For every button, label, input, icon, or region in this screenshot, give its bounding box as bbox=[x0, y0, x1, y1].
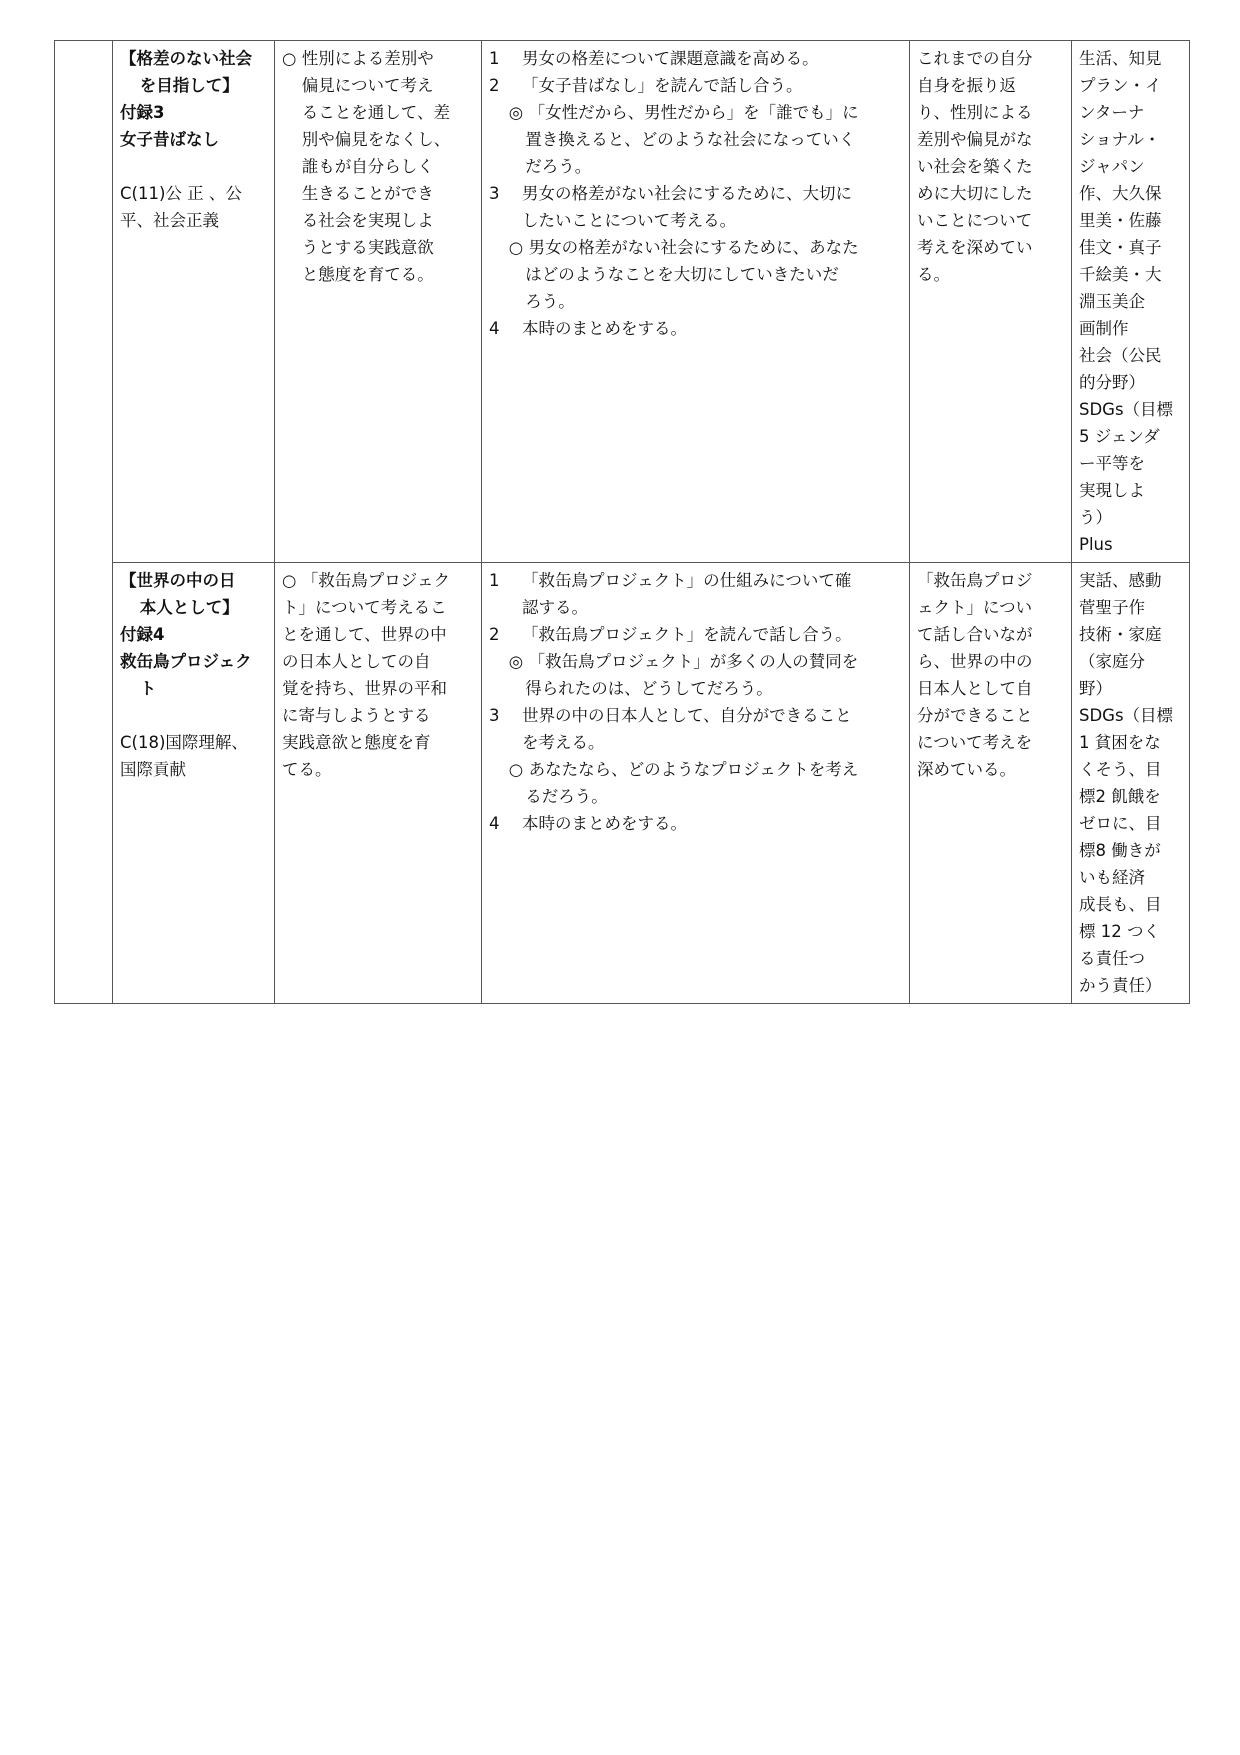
notes-text: 1 貧困をな bbox=[1079, 733, 1161, 752]
question-text: 置き換えると、どのような社会になっていく bbox=[525, 130, 856, 149]
question-text: 「救缶鳥プロジェクト」が多くの人の賛同を bbox=[528, 652, 859, 671]
notes-text: 標2 飢餓を bbox=[1079, 787, 1161, 806]
aim-text: ることを通して、差 bbox=[301, 103, 450, 122]
step-text: 「救缶鳥プロジェクト」を読んで話し合う。 bbox=[522, 625, 852, 644]
lesson-title: 本人として】 bbox=[139, 598, 239, 617]
evaluation-cell bbox=[910, 41, 1072, 563]
notes-text: 野） bbox=[1079, 679, 1112, 698]
notes-text: 実話、感動 bbox=[1079, 571, 1162, 590]
notes-text: かう責任） bbox=[1079, 976, 1162, 995]
notes-text: 佳文・真子 bbox=[1079, 238, 1162, 257]
story-title: ト bbox=[139, 679, 157, 698]
evaluation-text: て話し合いなが bbox=[917, 625, 1033, 644]
step-number: 2 bbox=[489, 76, 500, 95]
evaluation-text: 「救缶鳥プロジ bbox=[917, 571, 1033, 590]
blank-cell bbox=[55, 41, 113, 1004]
aim-text: 「救缶鳥プロジェク bbox=[301, 571, 450, 590]
notes-text: 実現しよ bbox=[1079, 481, 1145, 500]
notes-cell bbox=[1072, 41, 1190, 563]
notes-text: いも経済 bbox=[1079, 868, 1145, 887]
aim-text: と態度を育てる。 bbox=[301, 265, 434, 284]
question-text: るだろう。 bbox=[525, 787, 608, 806]
lesson-plan-table bbox=[54, 40, 1190, 1004]
question-text: 得られたのは、どうしてだろう。 bbox=[525, 679, 773, 698]
notes-text: 菅聖子作 bbox=[1079, 598, 1145, 617]
notes-text: ンターナ bbox=[1079, 103, 1145, 122]
aim-text: とを通して、世界の中 bbox=[282, 625, 447, 644]
notes-text: う） bbox=[1079, 508, 1112, 527]
step-number: 4 bbox=[489, 319, 500, 338]
aim-cell bbox=[275, 563, 482, 1004]
notes-text: 5 ジェンダ bbox=[1079, 427, 1160, 446]
aim-text: 性別による差別や bbox=[301, 49, 434, 68]
step-number: 2 bbox=[489, 625, 500, 644]
evaluation-text: 深めている。 bbox=[917, 760, 1016, 779]
step-text: 「女子昔ばなし」を読んで話し合う。 bbox=[522, 76, 803, 95]
aim-text: る社会を実現しよ bbox=[301, 211, 434, 230]
question-text: だろう。 bbox=[525, 157, 592, 176]
step-text: 「救缶鳥プロジェクト」の仕組みについて確 bbox=[522, 571, 852, 590]
step-number: 4 bbox=[489, 814, 500, 833]
notes-text: 社会（公民 bbox=[1079, 346, 1162, 365]
story-title: 救缶鳥プロジェク bbox=[120, 652, 252, 671]
notes-cell bbox=[1072, 563, 1190, 1004]
evaluation-text: 自身を振り返 bbox=[917, 76, 1016, 95]
question-text: 男女の格差がない社会にするために、あなた bbox=[528, 238, 859, 257]
aim-text: 偏見について考え bbox=[301, 76, 434, 95]
step-text: 男女の格差について課題意識を高める。 bbox=[522, 49, 819, 68]
notes-text: Plus bbox=[1079, 535, 1113, 554]
notes-text: 作、大久保 bbox=[1079, 184, 1162, 203]
lesson-title-cell bbox=[113, 41, 275, 563]
notes-text: SDGs（目標 bbox=[1079, 706, 1174, 725]
aim-text: に寄与しようとする bbox=[282, 706, 431, 725]
lesson-title: を目指して】 bbox=[139, 76, 239, 95]
notes-text: 標8 働きが bbox=[1079, 841, 1161, 860]
step-text: 男女の格差がない社会にするために、大切に bbox=[522, 184, 852, 203]
notes-text: 技術・家庭 bbox=[1079, 625, 1162, 644]
question-text: あなたなら、どのようなプロジェクトを考え bbox=[528, 760, 859, 779]
step-text: を考える。 bbox=[522, 733, 605, 752]
aim-text: てる。 bbox=[282, 760, 332, 779]
aim-text: 実践意欲と態度を育 bbox=[282, 733, 431, 752]
lesson-title-cell bbox=[113, 563, 275, 1004]
notes-text: プラン・イ bbox=[1079, 76, 1162, 95]
evaluation-text: めに大切にした bbox=[917, 184, 1033, 203]
evaluation-text: り、性別による bbox=[917, 103, 1033, 122]
table-row bbox=[55, 563, 1190, 1004]
notes-text: 画制作 bbox=[1079, 319, 1129, 338]
evaluation-text: 日本人として自 bbox=[917, 679, 1033, 698]
step-number: 3 bbox=[489, 184, 500, 203]
lesson-title: 【格差のない社会 bbox=[120, 49, 252, 68]
steps-cell bbox=[482, 563, 910, 1004]
aim-text: 誰もが自分らしく bbox=[301, 157, 434, 176]
circle-mark: ○ bbox=[508, 238, 524, 257]
aim-text: 覚を持ち、世界の平和 bbox=[282, 679, 447, 698]
notes-text: ジャパン bbox=[1079, 157, 1145, 176]
step-number: 1 bbox=[489, 571, 500, 590]
notes-text: 千絵美・大 bbox=[1079, 265, 1162, 284]
moral-value: 平、社会正義 bbox=[120, 211, 219, 230]
notes-text: 里美・佐藤 bbox=[1079, 211, 1162, 230]
aim-text: ト」について考えるこ bbox=[282, 598, 447, 617]
story-title: 女子昔ばなし bbox=[120, 130, 219, 149]
aim-cell bbox=[275, 41, 482, 563]
aim-text: の日本人としての自 bbox=[282, 652, 431, 671]
aim-text: うとする実践意欲 bbox=[301, 238, 434, 257]
step-text: 本時のまとめをする。 bbox=[522, 814, 687, 833]
evaluation-text: について考えを bbox=[917, 733, 1033, 752]
table-row bbox=[55, 41, 1190, 563]
evaluation-text: る。 bbox=[917, 265, 950, 284]
circle-mark: ○ bbox=[508, 760, 524, 779]
evaluation-cell bbox=[910, 563, 1072, 1004]
moral-value: C(18)国際理解、 bbox=[120, 733, 248, 752]
double-circle-mark: ◎ bbox=[508, 652, 524, 671]
double-circle-mark: ◎ bbox=[508, 103, 524, 122]
appendix-label: 付録4 bbox=[120, 625, 165, 644]
notes-text: ショナル・ bbox=[1079, 130, 1161, 149]
step-number: 1 bbox=[489, 49, 500, 68]
evaluation-text: これまでの自分 bbox=[917, 49, 1033, 68]
step-text: 世界の中の日本人として、自分ができること bbox=[522, 706, 852, 725]
notes-text: 成長も、目 bbox=[1079, 895, 1162, 914]
step-text: したいことについて考える。 bbox=[522, 211, 737, 230]
step-text: 認する。 bbox=[522, 598, 588, 617]
evaluation-text: ェクト」につい bbox=[917, 598, 1033, 617]
notes-text: ゼロに、目 bbox=[1079, 814, 1162, 833]
step-text: 本時のまとめをする。 bbox=[522, 319, 687, 338]
notes-text: 淵玉美企 bbox=[1079, 292, 1145, 311]
aim-text: 別や偏見をなくし、 bbox=[301, 130, 451, 149]
evaluation-text: 差別や偏見がな bbox=[917, 130, 1033, 149]
notes-text: くそう、目 bbox=[1079, 760, 1162, 779]
aim-text: 生きることができ bbox=[301, 184, 434, 203]
notes-text: ー平等を bbox=[1079, 454, 1145, 473]
moral-value: C(11)公 正 、公 bbox=[120, 184, 242, 203]
notes-text: 生活、知見 bbox=[1079, 49, 1162, 68]
evaluation-text: 考えを深めてい bbox=[917, 238, 1033, 257]
notes-text: 標 12 つく bbox=[1079, 922, 1160, 941]
circle-mark: ○ bbox=[282, 49, 297, 68]
moral-value: 国際貢献 bbox=[120, 760, 186, 779]
evaluation-text: 分ができること bbox=[917, 706, 1033, 725]
lesson-title: 【世界の中の日 bbox=[120, 571, 236, 590]
notes-text: る責任つ bbox=[1079, 949, 1145, 968]
evaluation-text: ら、世界の中の bbox=[917, 652, 1033, 671]
notes-text: 的分野） bbox=[1079, 373, 1145, 392]
appendix-label: 付録3 bbox=[120, 103, 165, 122]
notes-text: （家庭分 bbox=[1079, 652, 1145, 671]
question-text: はどのようなことを大切にしていきたいだ bbox=[525, 265, 839, 284]
steps-cell bbox=[482, 41, 910, 563]
step-number: 3 bbox=[489, 706, 500, 725]
question-text: ろう。 bbox=[525, 292, 575, 311]
evaluation-text: い社会を築くた bbox=[917, 157, 1033, 176]
circle-mark: ○ bbox=[282, 571, 297, 590]
notes-text: SDGs（目標 bbox=[1079, 400, 1174, 419]
evaluation-text: いことについて bbox=[917, 211, 1033, 230]
question-text: 「女性だから、男性だから」を「誰でも」に bbox=[528, 103, 859, 122]
